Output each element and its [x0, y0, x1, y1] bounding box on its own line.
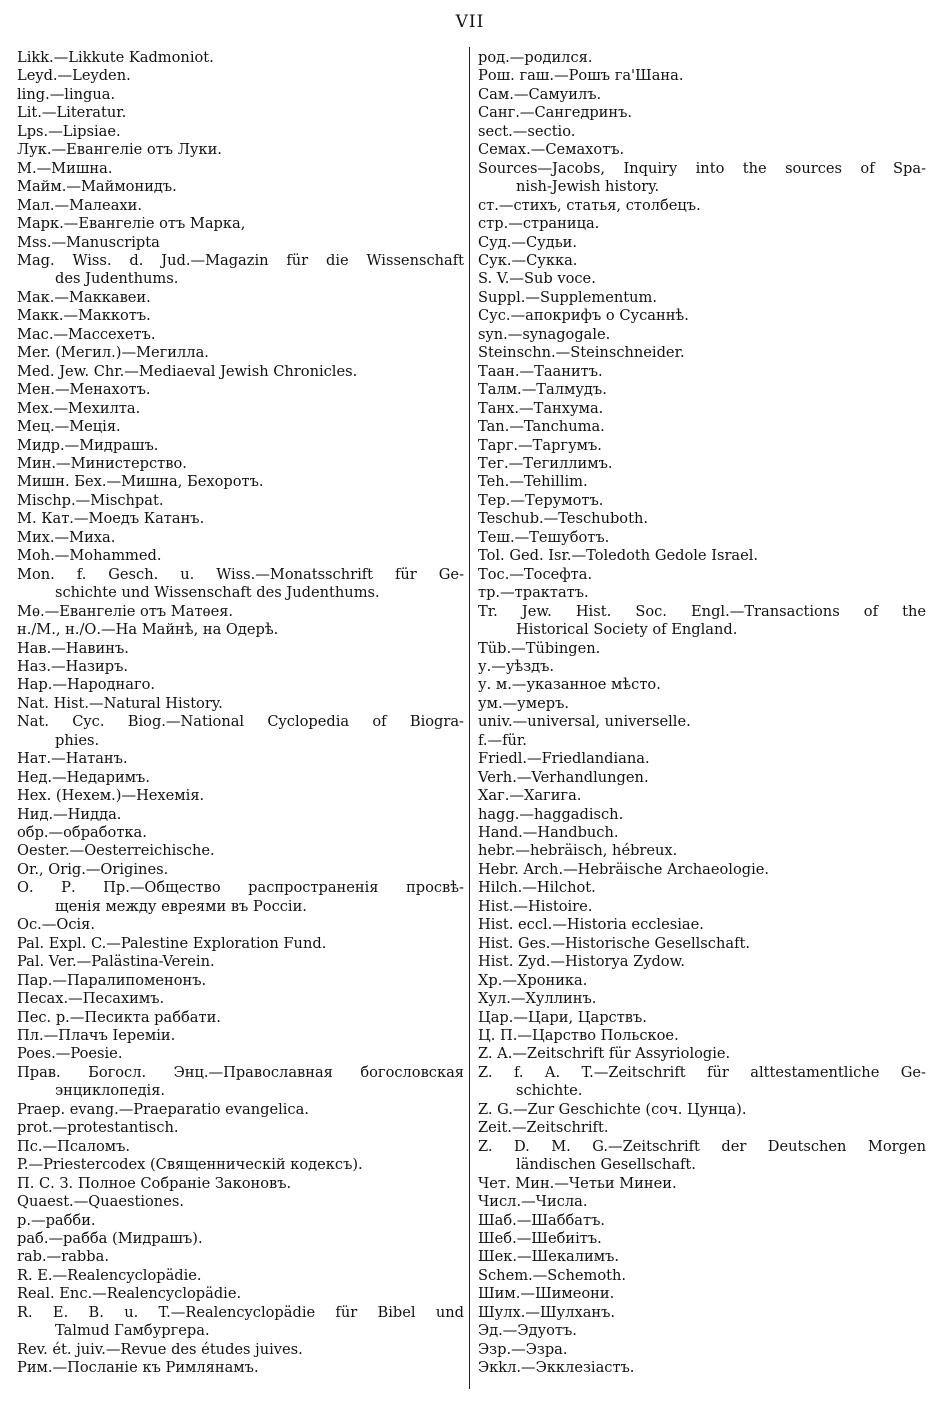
- abbreviation-entry: у. м.—указанное мѣсто.: [478, 676, 661, 694]
- abbreviation-entry: Эзр.—Эзра.: [478, 1340, 568, 1358]
- abbreviation-entry: Марк.—Евангеліе отъ Марка,: [17, 215, 246, 233]
- abbreviation-entry-continuation: Talmud Гамбургера.: [55, 1322, 210, 1340]
- abbreviation-entry: Мец.—Меція.: [17, 418, 121, 436]
- abbreviation-entry: R. E.—Realencyclopädie.: [17, 1266, 202, 1284]
- abbreviation-entry: Нид.—Нидда.: [17, 805, 122, 823]
- abbreviation-entry: Шаб.—Шаббатъ.: [478, 1211, 605, 1229]
- abbreviation-entry: Мал.—Малеахи.: [17, 196, 142, 214]
- abbreviation-entry-continuation: Historical Society of England.: [516, 621, 738, 639]
- abbreviation-entry: Sources—Jacobs, Inquiry into the sources of Spa-: [478, 159, 926, 177]
- abbreviation-entry: Цар.—Цари, Царствъ.: [478, 1008, 647, 1026]
- abbreviation-entry: Шеб.—Шебиітъ.: [478, 1230, 602, 1247]
- abbreviation-entry: Nat. Cyc. Biog.—National Cyclopedia of Biogra-: [17, 713, 464, 731]
- abbreviation-entry: тр.—трактатъ.: [478, 584, 589, 602]
- abbreviation-entry: Сам.—Самуилъ.: [478, 85, 602, 103]
- abbreviation-entry: Мишн. Бех.—Мишна, Бехоротъ.: [17, 473, 264, 491]
- abbreviation-entry: Сус.—апокрифъ о Сусаннѣ.: [478, 307, 689, 325]
- abbreviation-entry: Нех. (Нехем.)—Нехемія.: [17, 787, 205, 805]
- abbreviation-entry: Tr. Jew. Hist. Soc. Engl.—Transactions of the: [478, 602, 926, 620]
- abbreviation-entry: Тос.—Тосефта.: [478, 565, 593, 583]
- abbreviation-entry-continuation: schichte.: [516, 1082, 583, 1100]
- abbreviation-entry: Мин.—Министерство.: [17, 454, 187, 472]
- abbreviation-entry: стр.—страница.: [478, 215, 600, 233]
- abbreviation-entry: Teh.—Tehillim.: [478, 473, 588, 491]
- abbreviation-entry: Tol. Ged. Isr.—Toledoth Gedole Israel.: [478, 547, 759, 565]
- abbreviation-entry: р.—рабби.: [17, 1211, 96, 1229]
- abbreviation-entry: Or., Orig.—Origines.: [17, 860, 169, 878]
- abbreviation-entry: Мих.—Миха.: [17, 528, 116, 546]
- abbreviation-entry: Шек.—Шекалимъ.: [478, 1248, 620, 1266]
- abbreviation-entry: Хаг.—Хагига.: [478, 787, 582, 805]
- abbreviation-entry: н./М., н./О.—На Майнѣ, на Одерѣ.: [17, 621, 279, 639]
- abbreviation-entry: Танх.—Танхума.: [478, 399, 604, 417]
- abbreviation-entry: Zeit.—Zeitschrift.: [478, 1119, 609, 1137]
- abbreviation-entry: П. С. З. Полное Собраніе Законовъ.: [17, 1174, 292, 1192]
- abbreviation-entry: у.—уѣздъ.: [478, 657, 555, 675]
- abbreviation-entry: Суд.—Судьи.: [478, 233, 578, 251]
- abbreviation-entry: Hilch.—Hilchot.: [478, 879, 596, 897]
- abbreviation-entry: Тeш.—Тешуботъ.: [478, 528, 610, 546]
- abbreviation-column-right: [478, 49, 926, 1378]
- abbreviation-entry: Z. G.—Zur Geschichte (соч. Цунца).: [478, 1100, 747, 1118]
- abbreviation-entry: Шим.—Шимеони.: [478, 1285, 615, 1303]
- abbreviation-entry: Likk.—Likkute Kadmoniot.: [17, 49, 214, 66]
- abbreviation-entry: Нар.—Народнаго.: [17, 676, 156, 694]
- abbreviation-entry: Пар.—Паралипоменонъ.: [17, 971, 207, 989]
- abbreviation-entry: Пс.—Псаломъ.: [17, 1137, 131, 1155]
- abbreviation-entry: ст.—стихъ, статья, столбецъ.: [478, 196, 701, 214]
- abbreviation-entry: Тер.—Терумотъ.: [478, 491, 604, 509]
- abbreviation-entry: Suppl.—Supplementum.: [478, 288, 657, 306]
- abbreviation-entry: Макк.—Маккотъ.: [17, 307, 151, 325]
- column-divider: [469, 47, 470, 1389]
- abbreviation-entry-continuation: nish-Jewish history.: [516, 178, 660, 196]
- abbreviation-entry: Praep. evang.—Praeparatio evangelica.: [17, 1100, 309, 1118]
- abbreviation-entry: Мак.—Маккавеи.: [17, 288, 151, 306]
- abbreviation-entry: Verh.—Verhandlungen.: [478, 768, 649, 786]
- abbreviation-entry: Нав.—Навинъ.: [17, 639, 129, 657]
- abbreviation-entry: P.—Priestercodex (Священническій кодексъ).: [17, 1156, 363, 1174]
- abbreviation-entry: Teschub.—Teschuboth.: [478, 510, 649, 528]
- abbreviation-entry: Эд.—Эдуотъ.: [478, 1322, 577, 1340]
- abbreviation-entry: f.—für.: [478, 731, 527, 749]
- abbreviation-entry: Z. D. M. G.—Zeitschrift der Deutschen Morgen: [478, 1137, 926, 1155]
- abbreviation-entry: Mer. (Мегил.)—Мегилла.: [17, 344, 209, 362]
- abbreviation-entry: О. Р. Пр.—Общество распространенія просвѣ-: [17, 879, 464, 897]
- abbreviation-entry: Талм.—Талмудъ.: [478, 381, 607, 399]
- abbreviation-entry: Schem.—Schemoth.: [478, 1266, 627, 1284]
- abbreviation-entry: Hebr. Arch.—Hebräische Archaeologie.: [478, 860, 770, 878]
- abbreviation-entry: М. Кат.—Моедъ Катанъ.: [17, 510, 205, 528]
- abbreviation-entry: Med. Jew. Chr.—Mediaeval Jewish Chronicles.: [17, 362, 358, 380]
- abbreviation-entry: Leyd.—Leyden.: [17, 67, 131, 85]
- abbreviation-entry-continuation: des Judenthums.: [55, 270, 179, 288]
- abbreviation-entry: Рим.—Посланіе къ Римлянамъ.: [17, 1359, 259, 1377]
- abbreviation-entry: Real. Enc.—Realencyclopädie.: [17, 1285, 242, 1303]
- abbreviation-entry: Pal. Ver.—Palästina-Verein.: [17, 953, 215, 971]
- abbreviation-entry: Tan.—Tanchuma.: [478, 418, 605, 436]
- abbreviation-entry: ум.—умеръ.: [478, 694, 570, 712]
- abbreviation-entry: Mss.—Manuscripta: [17, 233, 160, 251]
- abbreviation-entry: Tüb.—Tübingen.: [478, 639, 601, 657]
- abbreviation-entry: Moh.—Mohammed.: [17, 547, 162, 565]
- abbreviation-entry-continuation: schichte und Wissenschaft des Judenthums.: [55, 584, 380, 602]
- abbreviation-entry: обр.—обработка.: [17, 824, 147, 842]
- abbreviation-entry: ling.—lingua.: [17, 85, 116, 103]
- abbreviation-entry: sect.—sectio.: [478, 122, 576, 140]
- abbreviation-entry: Майм.—Маймонидъ.: [17, 178, 177, 196]
- abbreviation-entry: M.—Мишна.: [17, 159, 113, 177]
- page-number: VII: [455, 12, 485, 32]
- abbreviation-entry: prot.—protestantisch.: [17, 1119, 179, 1137]
- abbreviation-entry: Нед.—Недаримъ.: [17, 768, 150, 786]
- abbreviation-entry: Шулх.—Шулханъ.: [478, 1303, 616, 1321]
- abbreviation-entry: Пес. р.—Песикта раббати.: [17, 1008, 221, 1026]
- abbreviation-entry: Мидр.—Мидрашъ.: [17, 436, 159, 454]
- abbreviation-entry: Пл.—Плачъ Іереміи.: [17, 1027, 176, 1045]
- abbreviation-entry: Steinschn.—Steinschneider.: [478, 344, 685, 362]
- abbreviation-entry: Экkл.—Экклезіастъ.: [478, 1359, 635, 1377]
- abbreviation-entry-continuation: phies.: [55, 731, 100, 749]
- abbreviation-entry: Mischp.—Mischpat.: [17, 491, 164, 509]
- abbreviation-entry: univ.—universal, universelle.: [478, 713, 691, 731]
- abbreviation-entry: Hist. Zyd.—Historya Zydow.: [478, 953, 685, 971]
- abbreviation-entry-continuation: ländischen Gesellschaft.: [516, 1156, 696, 1174]
- abbreviation-entry: Mac.—Массехетъ.: [17, 325, 156, 343]
- abbreviation-entry: Семах.—Семахотъ.: [478, 141, 625, 159]
- abbreviation-entry-continuation: щенія между евреями въ Россіи.: [55, 897, 307, 915]
- abbreviation-entry: Тарг.—Таргумъ.: [478, 436, 602, 454]
- abbreviation-entry: Lit.—Literatur.: [17, 104, 127, 122]
- abbreviation-entry: Нат.—Натанъ.: [17, 750, 128, 768]
- abbreviation-entry: Ос.—Осія.: [17, 916, 96, 934]
- abbreviation-entry: Mon. f. Gesch. u. Wiss.—Monatsschrift für Ge-: [17, 565, 464, 583]
- abbreviation-entry: Прав. Богосл. Энц.—Православная богословская: [17, 1063, 464, 1081]
- abbreviation-entry: Mag. Wiss. d. Jud.—Magazin für die Wissenschaft: [17, 251, 464, 269]
- abbreviation-entry: Песах.—Песахимъ.: [17, 990, 165, 1008]
- abbreviation-entry: syn.—synagogale.: [478, 325, 611, 343]
- abbreviation-entry: R. E. B. u. T.—Realencyclopädie für Bibel und: [17, 1303, 464, 1321]
- abbreviation-entry: Мен.—Менахотъ.: [17, 381, 151, 399]
- abbreviation-entry: Сук.—Сукка.: [478, 251, 578, 269]
- abbreviation-entry: Hist. eccl.—Historia ecclesiae.: [478, 916, 704, 934]
- abbreviation-entry: Мех.—Мехилта.: [17, 399, 141, 417]
- abbreviation-entry: Наз.—Назиръ.: [17, 657, 128, 675]
- abbreviation-entry: rab.—rabba.: [17, 1248, 109, 1266]
- abbreviation-entry: Таан.—Таанитъ.: [478, 362, 603, 380]
- abbreviation-entry: Z. f. A. T.—Zeitschrift für alttestamentliche Ge-: [478, 1063, 926, 1081]
- abbreviation-entry: Hist.—Histoire.: [478, 897, 593, 915]
- abbreviation-entry: hebr.—hebräisch, hébreux.: [478, 842, 678, 860]
- abbreviation-entry: Хул.—Хуллинъ.: [478, 990, 597, 1008]
- abbreviation-entry: Hand.—Handbuch.: [478, 824, 619, 842]
- abbreviation-entry: Ц. П.—Царство Польское.: [478, 1027, 679, 1045]
- abbreviation-entry: Rev. ét. juiv.—Revue des études juives.: [17, 1340, 303, 1358]
- abbreviation-entry: Z. A.—Zeitschrift für Assyriologie.: [478, 1045, 731, 1063]
- abbreviation-entry: Hist. Ges.—Historische Gesellschaft.: [478, 934, 750, 952]
- abbreviation-entry: Тег.—Тегиллимъ.: [478, 454, 613, 472]
- abbreviation-entry: hagg.—haggadisch.: [478, 805, 624, 823]
- abbreviation-entry-continuation: энциклопедія.: [55, 1082, 166, 1100]
- abbreviation-entry: Oester.—Oesterreichische.: [17, 842, 215, 860]
- abbreviation-entry: Хр.—Хроника.: [478, 971, 588, 989]
- abbreviation-entry: Nat. Hist.—Natural History.: [17, 694, 223, 712]
- abbreviation-entry: Мѳ.—Евангеліе отъ Матѳея.: [17, 602, 234, 620]
- abbreviation-entry: Лук.—Евангеліе отъ Луки.: [17, 141, 222, 159]
- abbreviation-entry: Quaest.—Quaestiones.: [17, 1193, 184, 1211]
- abbreviation-entry: S. V.—Sub voce.: [478, 270, 596, 288]
- abbreviation-entry: Pal. Expl. C.—Palestine Exploration Fund.: [17, 934, 327, 952]
- abbreviation-column-left: [17, 49, 464, 1378]
- abbreviation-entry: Числ.—Числа.: [478, 1193, 588, 1211]
- abbreviation-entry: Lps.—Lipsiae.: [17, 122, 121, 140]
- abbreviation-entry: раб.—рабба (Мидрашъ).: [17, 1230, 203, 1247]
- abbreviation-entry: Рош. гаш.—Рошъ га'Шана.: [478, 67, 684, 85]
- abbreviation-entry: Friedl.—Friedlandiana.: [478, 750, 650, 768]
- abbreviation-entry: Poes.—Poesie.: [17, 1045, 123, 1063]
- abbreviation-entry: Чет. Мин.—Четьи Минеи.: [478, 1174, 677, 1192]
- abbreviation-entry: род.—родился.: [478, 49, 593, 66]
- abbreviation-entry: Санг.—Сангедринъ.: [478, 104, 633, 122]
